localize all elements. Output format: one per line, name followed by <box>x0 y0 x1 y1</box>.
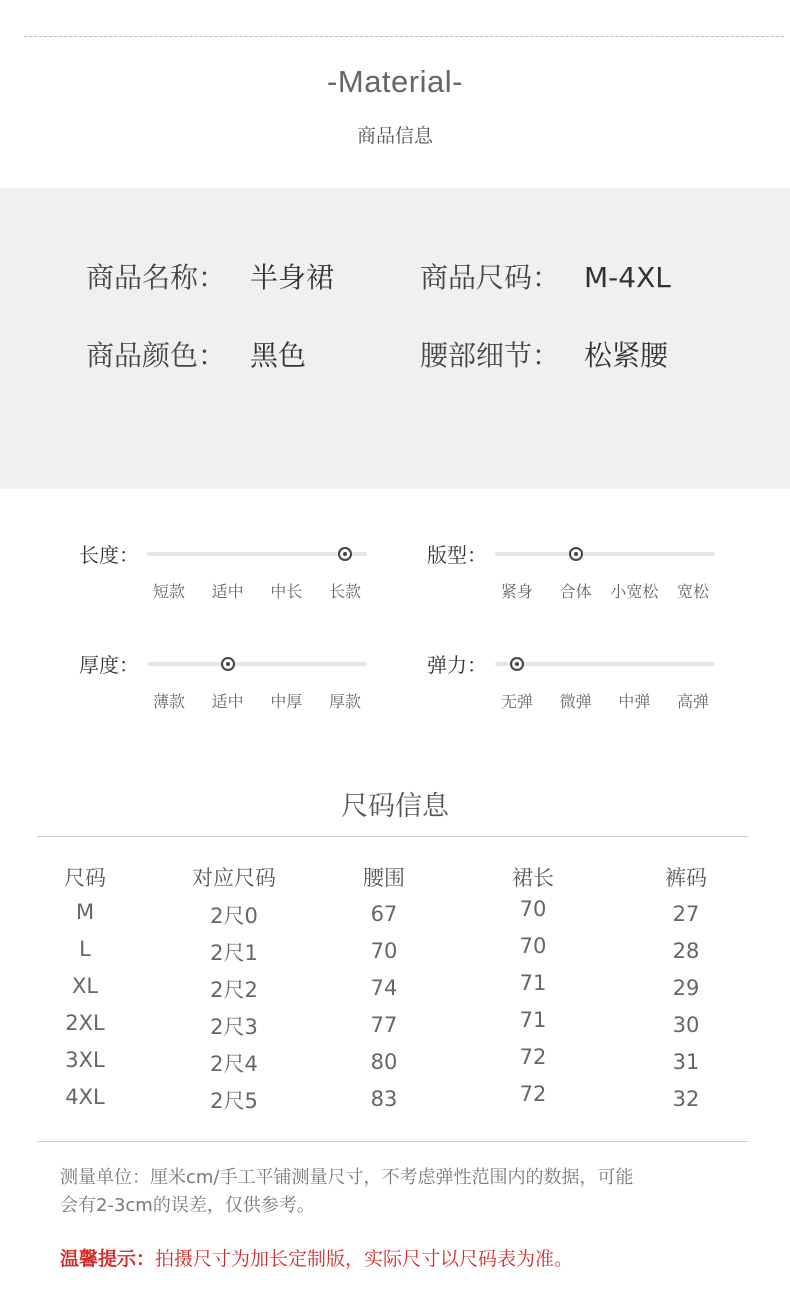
table-header: 对应尺码 <box>192 866 276 890</box>
table-cell: 2XL <box>65 1011 105 1035</box>
attr-label: 版型： <box>427 543 487 567</box>
table-header: 裙长 <box>512 866 554 890</box>
attr-track <box>495 552 715 556</box>
tip-text: 拍摄尺寸为加长定制版，实际尺寸以尺码表为准。 <box>155 1248 574 1270</box>
attr-option: 长款 <box>328 582 362 601</box>
info-label: 商品颜色： <box>86 339 227 372</box>
attr-elasticity <box>427 649 757 719</box>
measurement-note <box>60 1164 740 1220</box>
table-cell: 32 <box>672 1087 700 1111</box>
table-cell: 2尺1 <box>210 941 258 965</box>
attr-option: 中厚 <box>270 692 303 711</box>
info-value: 黑色 <box>250 339 307 372</box>
table-cell: 71 <box>519 1008 547 1032</box>
tip-label: 温馨提示： <box>60 1248 156 1270</box>
attr-option: 适中 <box>211 582 244 601</box>
attr-option: 紧身 <box>500 582 534 601</box>
table-cell: 77 <box>370 1013 398 1037</box>
note-line: 测量单位：厘米cm/手工平铺测量尺寸，不考虑弹性范围内的数据，可能 <box>60 1167 634 1188</box>
table-cell: 70 <box>519 897 547 921</box>
attr-option: 宽松 <box>676 582 710 601</box>
product-info-panel <box>0 188 790 489</box>
table-cell: 2尺3 <box>210 1015 258 1039</box>
info-value: M-4XL <box>584 261 671 294</box>
table-cell: 4XL <box>65 1085 105 1109</box>
table-cell: 2尺0 <box>210 904 258 928</box>
table-cell: 29 <box>672 976 700 1000</box>
attr-option: 中弹 <box>618 692 651 711</box>
attr-option: 无弹 <box>500 692 534 711</box>
info-label: 商品名称： <box>86 261 227 294</box>
info-label: 商品尺码： <box>420 261 561 294</box>
table-cell: XL <box>71 974 99 998</box>
table-cell: 72 <box>519 1082 547 1106</box>
attr-indicator <box>221 657 235 671</box>
info-product-size <box>420 256 671 296</box>
table-cell: 2尺2 <box>210 978 258 1002</box>
attr-track <box>147 552 367 556</box>
table-cell: 28 <box>672 939 700 963</box>
table-header: 尺码 <box>64 866 106 890</box>
attr-fit <box>427 539 757 609</box>
info-label: 腰部细节： <box>420 339 561 372</box>
attr-option: 微弹 <box>559 692 592 711</box>
table-header: 腰围 <box>363 866 405 890</box>
attr-track <box>495 662 715 666</box>
attr-indicator <box>338 547 352 561</box>
table-cell: 83 <box>370 1087 398 1111</box>
table-cell: 72 <box>519 1045 547 1069</box>
attr-indicator <box>569 547 583 561</box>
table-cell: 2尺5 <box>210 1089 258 1113</box>
table-cell: 31 <box>672 1050 700 1074</box>
table-cell: 2尺4 <box>210 1052 258 1076</box>
table-cell: 70 <box>519 934 547 958</box>
attr-label: 长度： <box>79 543 139 567</box>
attr-option: 厚款 <box>328 692 362 711</box>
table-cell: 80 <box>370 1050 398 1074</box>
table-cell: 71 <box>519 971 547 995</box>
note-line: 会有2-3cm的误差，仅供参考。 <box>60 1195 315 1216</box>
attr-option: 高弹 <box>676 692 710 711</box>
attr-label: 厚度： <box>79 653 139 677</box>
table-cell: L <box>79 937 91 961</box>
attr-option: 中长 <box>270 582 303 601</box>
table-cell: 74 <box>370 976 398 1000</box>
table-cell: M <box>75 900 95 924</box>
top-dashed-divider <box>24 36 784 37</box>
table-header: 裤码 <box>665 866 707 890</box>
attr-thickness <box>79 649 409 719</box>
attr-length <box>79 539 409 609</box>
attr-option: 薄款 <box>152 692 186 711</box>
table-cell: 3XL <box>65 1048 105 1072</box>
table-top-rule <box>37 836 748 837</box>
table-cell: 27 <box>672 902 700 926</box>
size-table-title: 尺码信息 <box>341 791 449 822</box>
section-title-en: -Material- <box>327 64 463 99</box>
info-value: 半身裙 <box>250 261 335 294</box>
table-cell: 67 <box>370 902 398 926</box>
table-cell: 70 <box>370 939 398 963</box>
attr-option: 适中 <box>211 692 244 711</box>
warm-tip <box>60 1244 573 1271</box>
info-value: 松紧腰 <box>584 339 669 372</box>
section-title-cn: 商品信息 <box>356 125 433 147</box>
info-waist-detail <box>420 334 668 374</box>
info-product-color <box>86 334 306 374</box>
attr-track <box>147 662 367 666</box>
table-bottom-rule <box>37 1141 748 1142</box>
attr-option: 短款 <box>152 582 186 601</box>
table-cell: 30 <box>672 1013 700 1037</box>
attr-label: 弹力： <box>427 653 487 677</box>
attr-indicator <box>510 657 524 671</box>
attr-option: 合体 <box>559 582 592 601</box>
attr-option: 小宽松 <box>610 582 659 601</box>
info-product-name <box>86 256 334 296</box>
